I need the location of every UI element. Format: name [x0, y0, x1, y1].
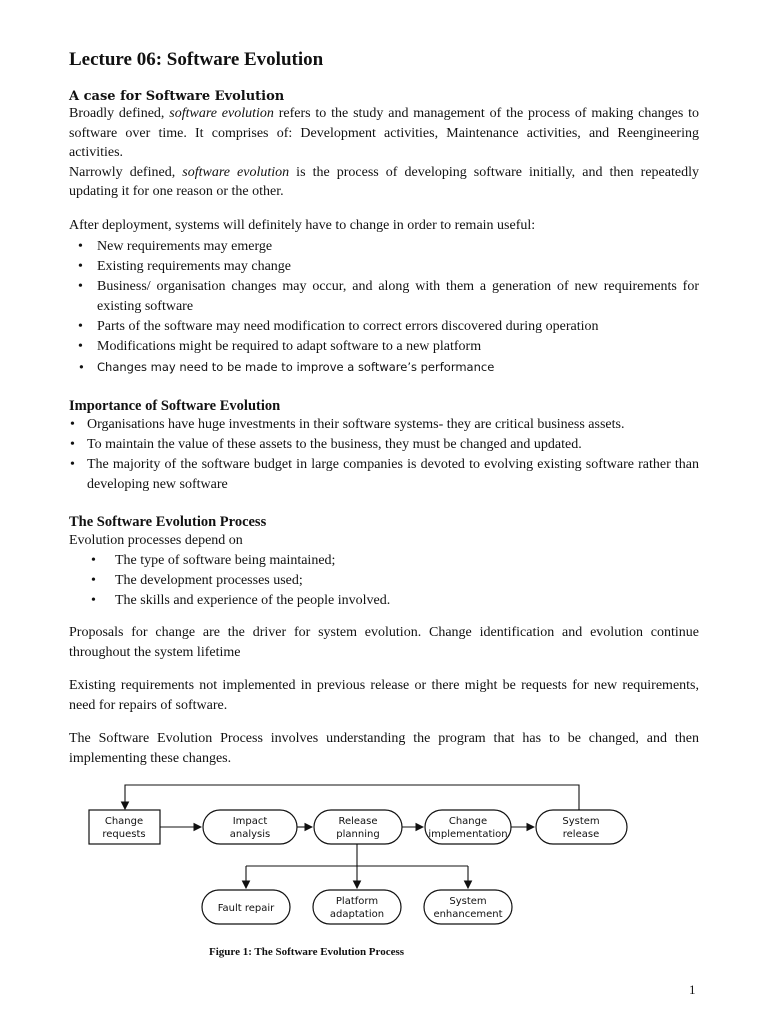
importance-heading: Importance of Software Evolution: [69, 398, 281, 414]
importance-section: [69, 398, 699, 495]
case-paragraph-2: [69, 163, 699, 202]
list-item: • Business/ organisation changes may occur, and along with them a generation of new requirements for existing software: [69, 277, 699, 317]
list-item: • Existing requirements may change: [69, 257, 699, 277]
node-label: release: [562, 829, 600, 840]
list-item: • The development processes used;: [69, 571, 699, 591]
list-item: • To maintain the value of these assets to the business, they must be changed and updated.: [69, 435, 699, 455]
case-bullet-list: [69, 237, 699, 377]
case-p1-text-b: refers to the study and management of the process of making changes to software over time. It comprises of: Development activities, Maintenance activities, and Reengineering activities.: [69, 106, 699, 160]
case-p2-text-a: Narrowly defined,: [69, 164, 183, 180]
node-fault-repair: [202, 890, 290, 924]
node-label: implementation: [428, 829, 508, 840]
evolution-process-diagram: [79, 778, 649, 928]
importance-bullet-list: [69, 415, 699, 495]
case-paragraph-1: [69, 104, 699, 163]
node-label: requests: [102, 829, 146, 840]
list-item: • New requirements may emerge: [69, 237, 699, 257]
node-label: Change: [448, 816, 488, 827]
list-item: • Organisations have huge investments in their software systems- they are critical business assets.: [69, 415, 699, 435]
node-label: Platform: [335, 896, 379, 907]
page-title: Lecture 06: Software Evolution: [69, 49, 324, 70]
list-item: • The skills and experience of the people involved.: [69, 591, 699, 611]
process-paragraph-3: The Software Evolution Process involves understanding the program that has to be changed, and then implementing these changes.: [69, 731, 699, 766]
node-label: planning: [336, 829, 380, 840]
node-platform-adaptation: [313, 890, 401, 924]
node-impact-analysis: [203, 810, 297, 844]
node-label: Change: [104, 816, 144, 827]
list-item: • The type of software being maintained;: [69, 551, 699, 571]
node-label: Release: [338, 816, 378, 827]
process-paragraph-2: Existing requirements not implemented in previous release or there might be requests for new requirements, need for repairs of software.: [69, 678, 699, 713]
case-p1-term: software evolution: [169, 106, 274, 121]
node-label: System: [449, 896, 487, 907]
case-paragraph-3: After deployment, systems will definitely have to change in order to remain useful:: [69, 218, 536, 233]
list-item: • The majority of the software budget in large companies is devoted to evolving existing software rather than developing new software: [69, 455, 699, 495]
page-number: 1: [689, 982, 696, 997]
case-list-block: [69, 216, 699, 377]
node-system-release: [536, 810, 627, 844]
case-p2-term: software evolution: [182, 164, 290, 180]
case-p2-text-b: is the process of developing software initially, and then repeatedly updating it for one reason or the other.: [69, 164, 699, 199]
feedback-loop-arrow: [125, 785, 579, 811]
list-item: • Changes may need to be made to improve a software’s performance: [69, 357, 699, 377]
process-section: [69, 514, 699, 611]
node-label: enhancement: [433, 909, 503, 920]
node-release-planning: [314, 810, 402, 844]
process-bullet-list: [69, 551, 699, 611]
node-system-enhancement: [424, 890, 512, 924]
list-item: • Parts of the software may need modification to correct errors discovered during operation: [69, 317, 699, 337]
node-label: Fault repair: [217, 903, 275, 914]
node-label: Impact: [232, 816, 268, 827]
list-item: • Modifications might be required to adapt software to a new platform: [69, 337, 699, 357]
process-intro: Evolution processes depend on: [69, 533, 243, 548]
figure-caption: Figure 1: The Software Evolution Process: [209, 946, 405, 958]
case-p1-text-a: Broadly defined,: [69, 106, 170, 121]
process-paragraph-1: Proposals for change are the driver for system evolution. Change identification and evolution continue throughout the system lifetime: [69, 625, 699, 660]
case-section: [69, 89, 699, 202]
process-heading: The Software Evolution Process: [69, 514, 267, 530]
node-label: adaptation: [329, 909, 385, 920]
node-change-requests: [89, 810, 160, 844]
node-label: analysis: [229, 829, 271, 840]
node-label: System: [562, 816, 600, 827]
case-heading: A case for Software Evolution: [69, 89, 285, 104]
node-change-implementation: [425, 810, 511, 844]
